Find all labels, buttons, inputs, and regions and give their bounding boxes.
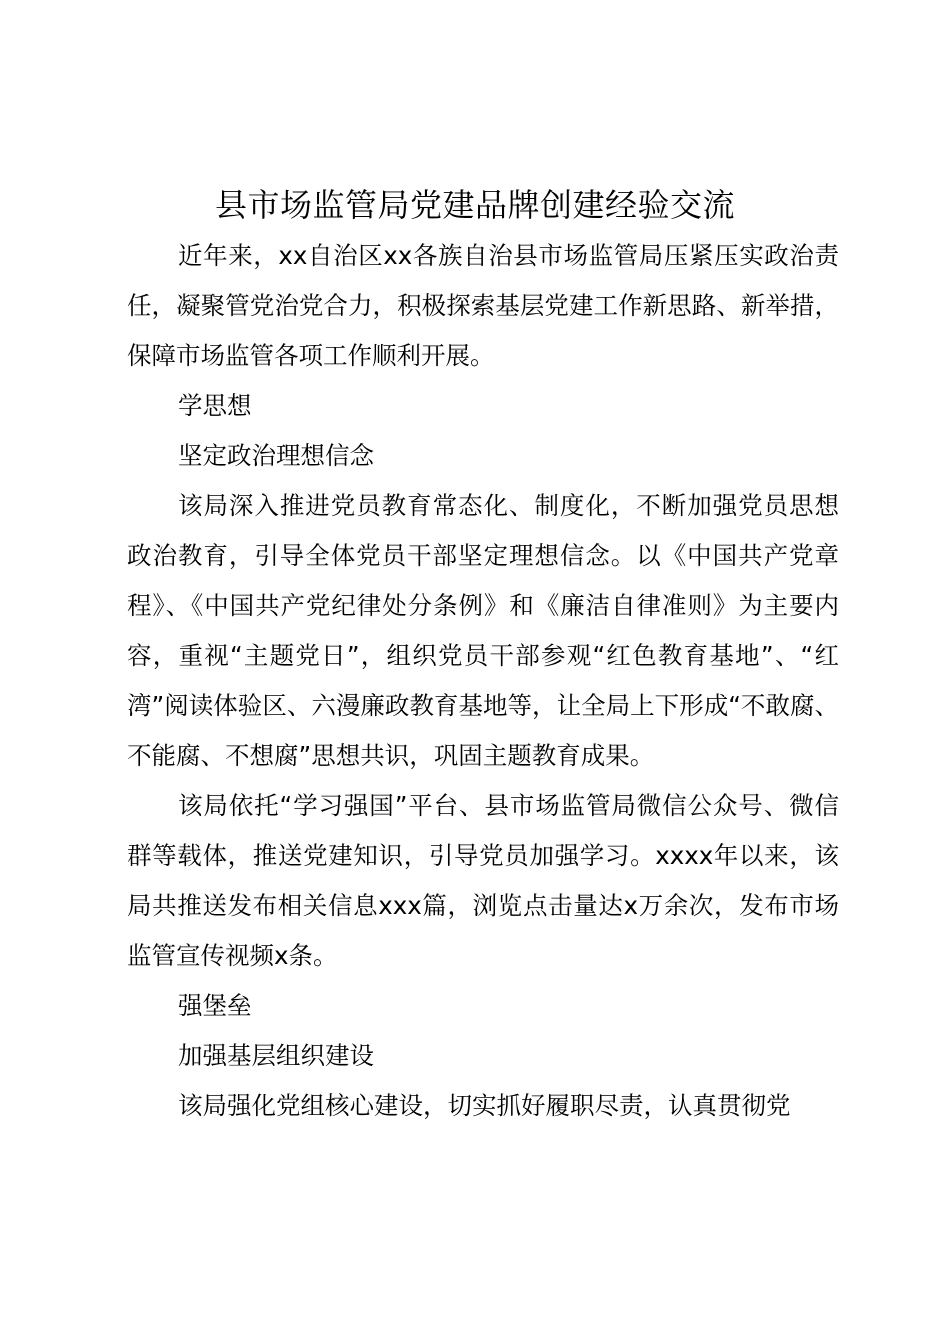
body-paragraph-party-group-core: 该局强化党组核心建设，切实抓好履职尽责，认真贯彻党: [178, 1091, 791, 1120]
section-heading-study-thought: 学思想: [178, 391, 252, 420]
intro-paragraph: 近年来，xx自治区xx各族自治县市场监管局压紧压实政治责任，凝聚管党治党合力，积极探索基层党建工作新思路、新举措，保障市场监管各项工作顺利开展。: [127, 241, 839, 370]
body-paragraph-online-learning: 该局依托“学习强国”平台、县市场监管局微信公众号、微信群等载体，推送党建知识，引导党员加强学习。xxxx年以来，该局共推送发布相关信息xxx篇，浏览点击量达x万余次，发布市场监管宣传视频x条。: [127, 791, 839, 970]
document-body: [127, 231, 839, 1131]
body-paragraph-party-education: 该局深入推进党员教育常态化、制度化，不断加强党员思想政治教育，引导全体党员干部坚定理想信念。以《中国共产党章程》、《中国共产党纪律处分条例》和《廉洁自律准则》为主要内容，重视“主题党日”，组织党员干部参观“红色教育基地”、“红湾”阅读体验区、六漫廉政教育基地等，让全局上下形成“不敢腐、不能腐、不想腐”思想共识，巩固主题教育成果。: [127, 491, 839, 770]
section-heading-strengthen-bastion: 强堡垒: [178, 991, 252, 1020]
subsection-heading-political-belief: 坚定政治理想信念: [178, 441, 374, 470]
subsection-heading-grassroots-organization: 加强基层组织建设: [178, 1041, 374, 1070]
document-title: 县市场监管局党建品牌创建经验交流: [214, 186, 735, 224]
